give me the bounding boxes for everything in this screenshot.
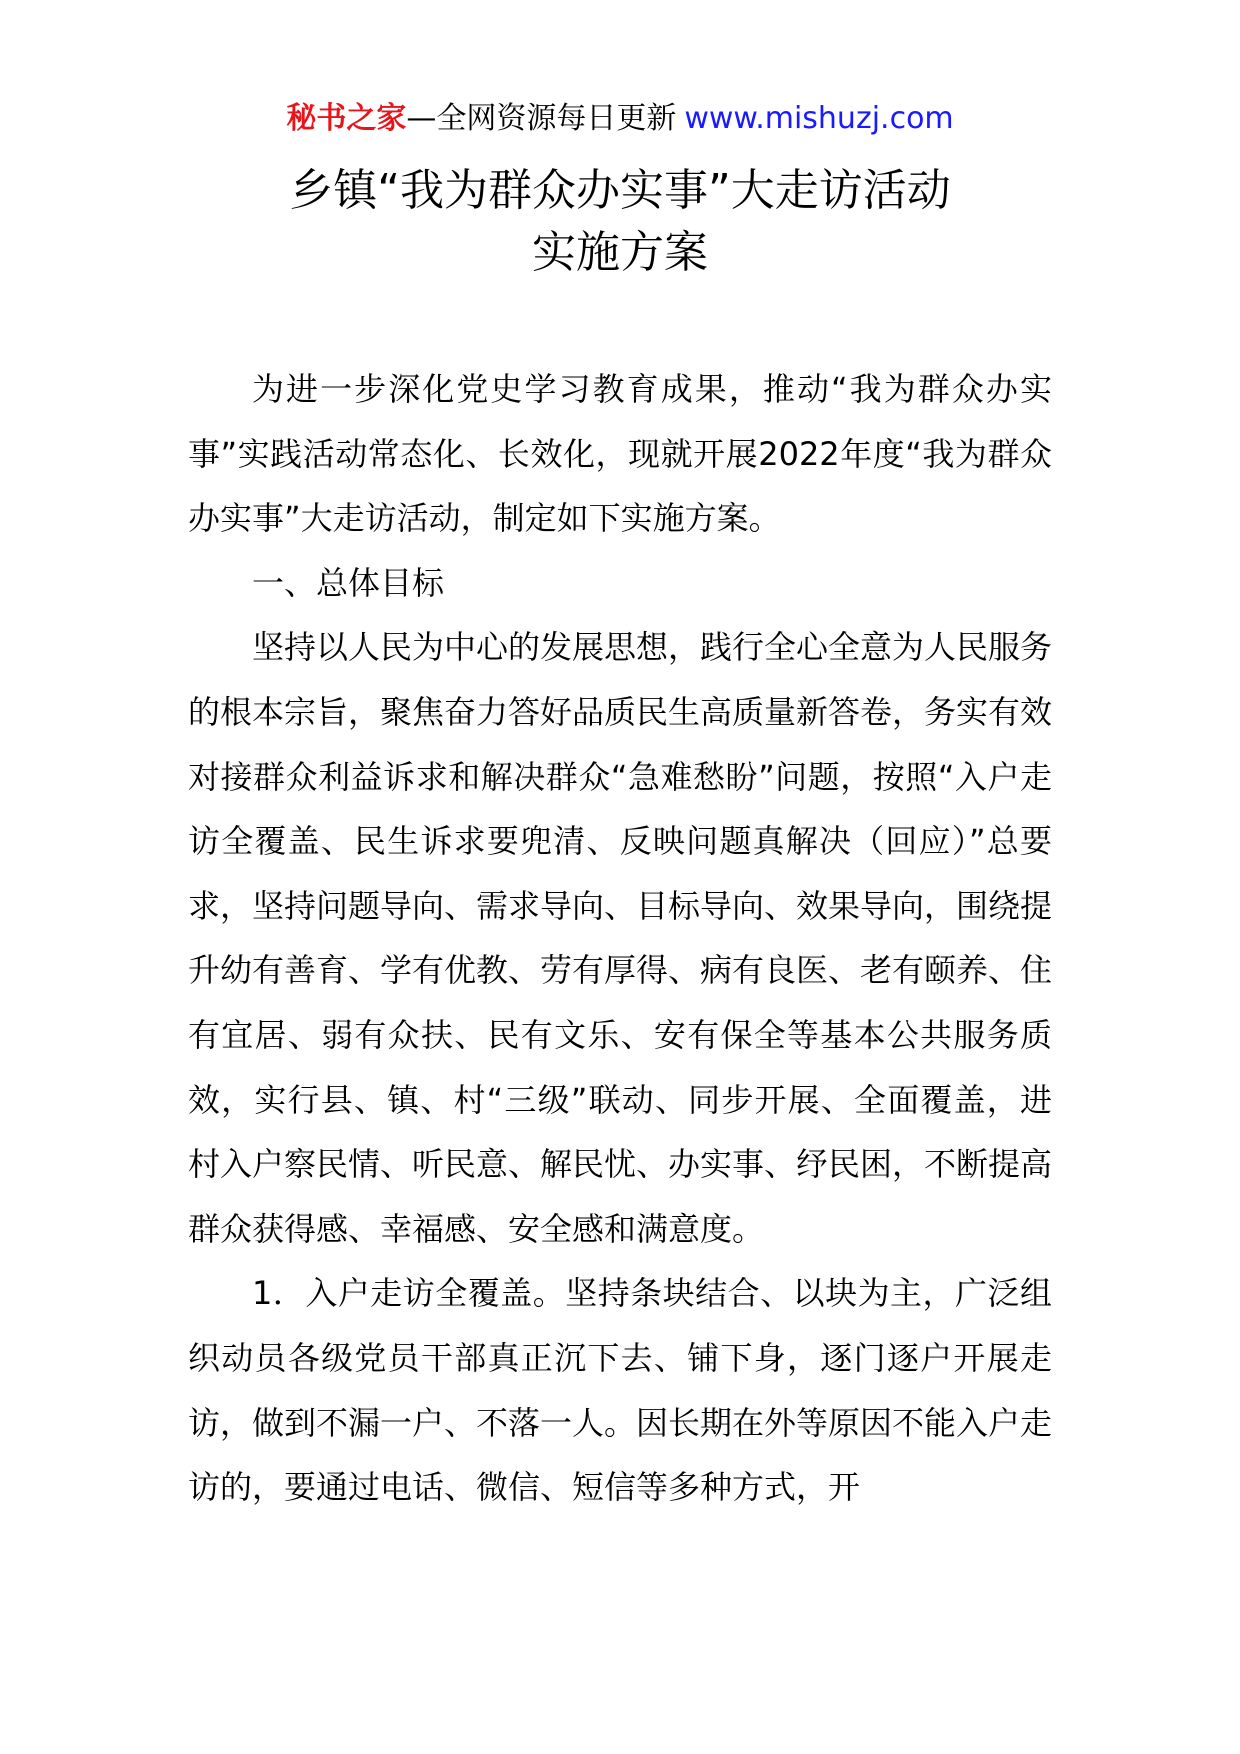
document-title [0, 160, 1240, 284]
site-url[interactable]: www.mishuzj.com [684, 101, 954, 136]
brand-name: 秘书之家 [286, 101, 407, 136]
item-paragraph: 1．入户走访全覆盖。坚持条块结合、以块为主，广泛组织动员各级党员干部真正沉下去、铺下身，逐门逐户开展走访，做到不漏一户、不落一人。因长期在外等原因不能入户走访的，要通过电话、微信、短信等多种方式，开 [188, 1274, 1053, 1507]
section-heading: 一、总体目标 [252, 563, 445, 602]
title-line-2: 实施方案 [532, 227, 708, 278]
banner-slogan: —全网资源每日更新 [406, 101, 677, 136]
title-line-1: 乡镇“我为群众办实事”大走访活动 [289, 165, 951, 216]
site-banner [0, 98, 1240, 140]
goal-paragraph: 坚持以人民为中心的发展思想，践行全心全意为人民服务的根本宗旨，聚焦奋力答好品质民生高质量新答卷，务实有效对接群众利益诉求和解决群众“急难愁盼”问题，按照“入户走访全覆盖、民生诉求要兜清、反映问题真解决（回应）”总要求，坚持问题导向、需求导向、目标导向、效果导向，围绕提升幼有善育、学有优教、劳有厚得、病有良医、老有颐养、住有宜居、弱有众扶、民有文乐、安有保全等基本公共服务质效，实行县、镇、村“三级”联动、同步开展、全面覆盖，进村入户察民情、听民意、解民忧、办实事、纾民困，不断提高群众获得感、幸福感、安全感和满意度。 [188, 628, 1053, 1248]
intro-paragraph: 为进一步深化党史学习教育成果，推动“我为群众办实事”实践活动常态化、长效化，现就开展2022年度“我为群众办实事”大走访活动，制定如下实施方案。 [188, 370, 1052, 538]
document-body [188, 357, 1052, 1520]
